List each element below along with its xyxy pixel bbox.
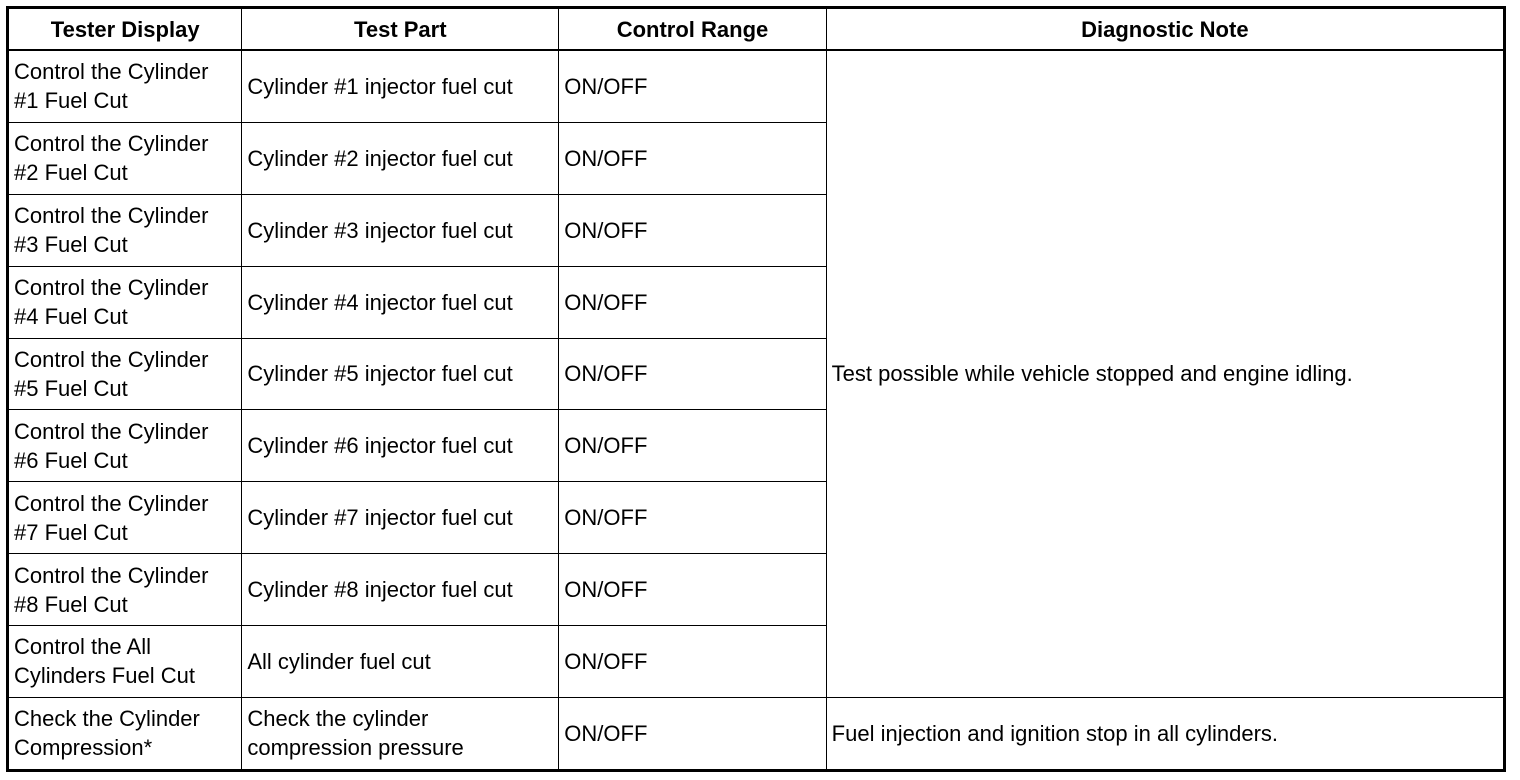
cell-control-range: ON/OFF <box>559 50 826 122</box>
cell-test-part: Cylinder #8 injector fuel cut <box>242 554 559 626</box>
header-diagnostic-note: Diagnostic Note <box>826 8 1504 51</box>
cell-test-part: Cylinder #2 injector fuel cut <box>242 122 559 194</box>
cell-tester-display: Control the Cylinder #2 Fuel Cut <box>8 122 242 194</box>
cell-tester-display: Control the Cylinder #5 Fuel Cut <box>8 338 242 410</box>
cell-test-part: Cylinder #7 injector fuel cut <box>242 482 559 554</box>
header-control-range: Control Range <box>559 8 826 51</box>
cell-tester-display: Check the Cylinder Compression* <box>8 697 242 770</box>
cell-test-part: Check the cylinder compression pressure <box>242 697 559 770</box>
cell-test-part: Cylinder #6 injector fuel cut <box>242 410 559 482</box>
cell-tester-display: Control the Cylinder #7 Fuel Cut <box>8 482 242 554</box>
header-row <box>8 8 1505 51</box>
cell-test-part: Cylinder #4 injector fuel cut <box>242 266 559 338</box>
active-test-table <box>6 6 1506 772</box>
cell-tester-display: Control the Cylinder #6 Fuel Cut <box>8 410 242 482</box>
cell-control-range: ON/OFF <box>559 194 826 266</box>
cell-tester-display: Control the All Cylinders Fuel Cut <box>8 626 242 698</box>
cell-control-range: ON/OFF <box>559 266 826 338</box>
cell-control-range: ON/OFF <box>559 482 826 554</box>
cell-control-range: ON/OFF <box>559 122 826 194</box>
cell-tester-display: Control the Cylinder #3 Fuel Cut <box>8 194 242 266</box>
cell-tester-display: Control the Cylinder #4 Fuel Cut <box>8 266 242 338</box>
table-row <box>8 50 1505 122</box>
table-row <box>8 697 1505 770</box>
cell-tester-display: Control the Cylinder #1 Fuel Cut <box>8 50 242 122</box>
cell-control-range: ON/OFF <box>559 338 826 410</box>
cell-diagnostic-note-fuel-cut: Test possible while vehicle stopped and engine idling. <box>826 50 1504 697</box>
cell-diagnostic-note-compression: Fuel injection and ignition stop in all cylinders. <box>826 697 1504 770</box>
header-tester-display: Tester Display <box>8 8 242 51</box>
cell-test-part: All cylinder fuel cut <box>242 626 559 698</box>
cell-tester-display: Control the Cylinder #8 Fuel Cut <box>8 554 242 626</box>
cell-test-part: Cylinder #5 injector fuel cut <box>242 338 559 410</box>
cell-control-range: ON/OFF <box>559 410 826 482</box>
cell-control-range: ON/OFF <box>559 697 826 770</box>
cell-test-part: Cylinder #3 injector fuel cut <box>242 194 559 266</box>
header-test-part: Test Part <box>242 8 559 51</box>
cell-test-part: Cylinder #1 injector fuel cut <box>242 50 559 122</box>
cell-control-range: ON/OFF <box>559 554 826 626</box>
cell-control-range: ON/OFF <box>559 626 826 698</box>
